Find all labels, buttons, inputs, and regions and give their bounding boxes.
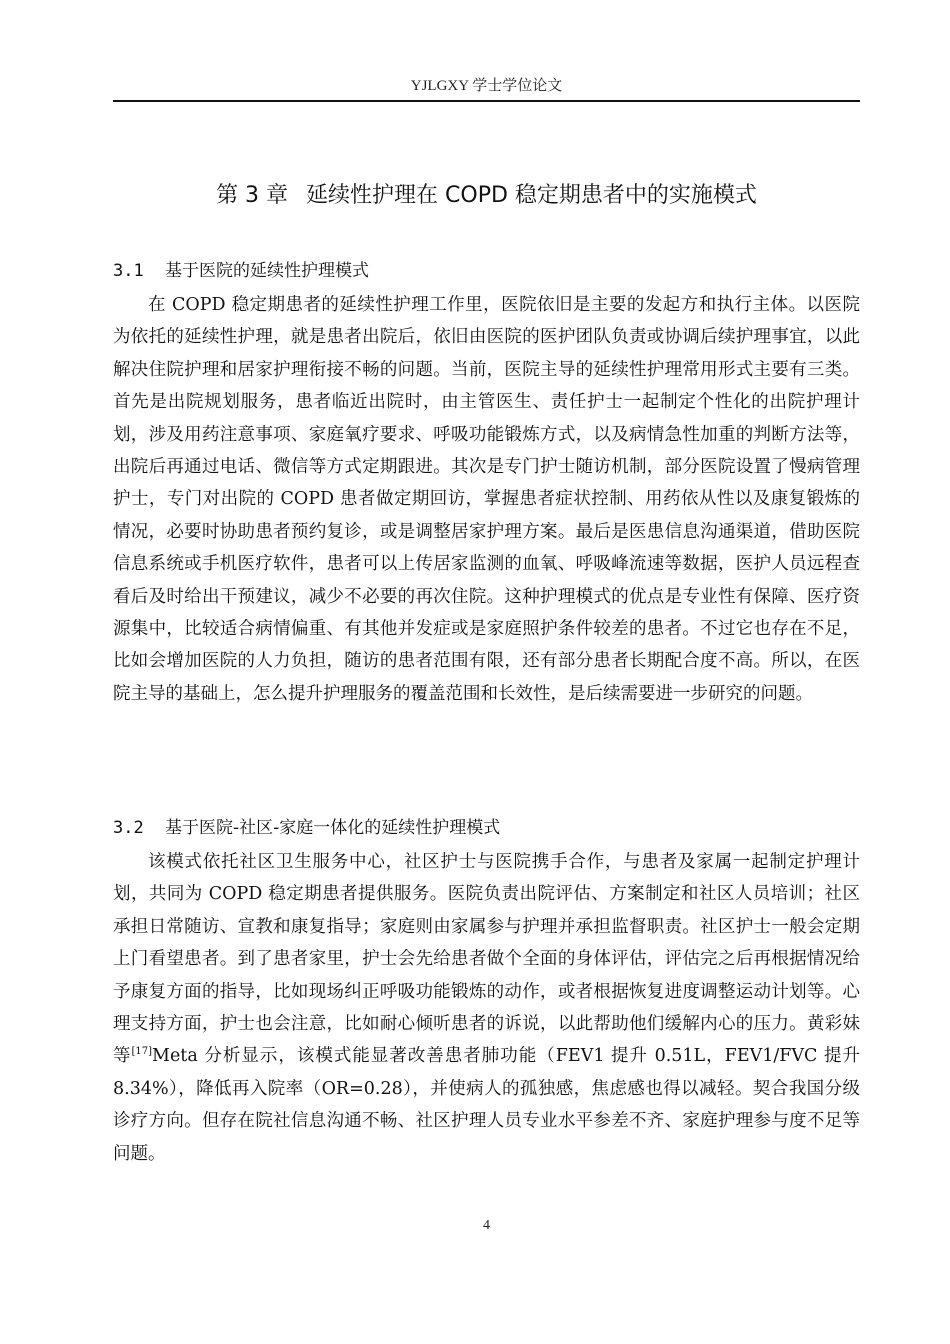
section-heading-3-1 xyxy=(113,256,369,281)
section-3-2-paragraph xyxy=(113,846,860,1170)
chapter-title-text: 延续性护理在 COPD 稳定期患者中的实施模式 xyxy=(306,183,757,208)
header-rule xyxy=(113,100,860,102)
section-heading-3-2 xyxy=(113,813,500,838)
citation-reference[interactable]: [17] xyxy=(131,1046,153,1058)
page-number: 4 xyxy=(483,1218,490,1233)
section-title-text: 基于医院-社区-家庭一体化的延续性护理模式 xyxy=(165,818,501,838)
section-number: 3.1 xyxy=(113,261,144,281)
section-3-1-paragraph: 在 COPD 稳定期患者的延续性护理工作里，医院依旧是主要的发起方和执行主体。以医院为依托的延续性护理，就是患者出院后，依旧由医院的医护团队负责或协调后续护理事宜，以此解决住院护理和居家护理衔接不畅的问题。当前，医院主导的延续性护理常用形式主要有三类。首先是出院规划服务，患者临近出院时，由主管医生、责任护士一起制定个性化的出院护理计划，涉及用药注意事项、家庭氧疗要求、呼吸功能锻炼方式，以及病情急性加重的判断方法等，出院后再通过电话、微信等方式定期跟进。其次是专门护士随访机制，部分医院设置了慢病管理护士，专门对出院的 COPD 患者做定期回访，掌握患者症状控制、用药依从性以及康复锻炼的情况，必要时协助患者预约复诊，或是调整居家护理方案。最后是医患信息沟通渠道，借助医院信息系统或手机医疗软件，患者可以上传居家监测的血氧、呼吸峰流速等数据，医护人员远程查看后及时给出干预建议，减少不必要的再次住院。这种护理模式的优点是专业性有保障、医疗资源集中，比较适合病情偏重、有其他并发症或是家庭照护条件较差的患者。不过它也存在不足，比如会增加医院的人力负担，随访的患者范围有限，还有部分患者长期配合度不高。所以，在医院主导的基础上，怎么提升护理服务的覆盖范围和长效性，是后续需要进一步研究的问题。 xyxy=(113,295,860,704)
section-title-text: 基于医院的延续性护理模式 xyxy=(165,261,369,281)
chapter-title xyxy=(113,178,860,209)
section-number: 3.2 xyxy=(113,818,144,838)
paragraph-text: Meta 分析显示，该模式能显著改善患者肺功能（FEV1 提升 0.51L，FEV1/FVC 提升 8.34%），降低再入院率（OR=0.28），并使病人的孤独感，焦虑感也得以减轻。契合我国分级诊疗方向。但存在院社信息沟通不畅、社区护理人员专业水平参差不齐、家庭护理参与度不足等问题。 xyxy=(113,1046,860,1164)
paragraph-text: 该模式依托社区卫生服务中心，社区护士与医院携手合作，与患者及家属一起制定护理计划，共同为 COPD 稳定期患者提供服务。医院负责出院评估、方案制定和社区人员培训；社区承担日常随访、宣教和康复指导；家庭则由家属参与护理并承担监督职责。社区护士一般会定期上门看望患者。到了患者家里，护士会先给患者做个全面的身体评估，评估完之后再根据情况给予康复方面的指导，比如现场纠正呼吸功能锻炼的动作，或者根据恢复进度调整运动计划等。心理支持方面，护士也会注意，比如耐心倾听患者的诉说，以此帮助他们缓解内心的压力。黄彩妹等 xyxy=(113,852,860,1067)
running-header: YJLGXY 学士学位论文 xyxy=(410,78,563,94)
chapter-number: 第 3 章 xyxy=(216,183,289,208)
